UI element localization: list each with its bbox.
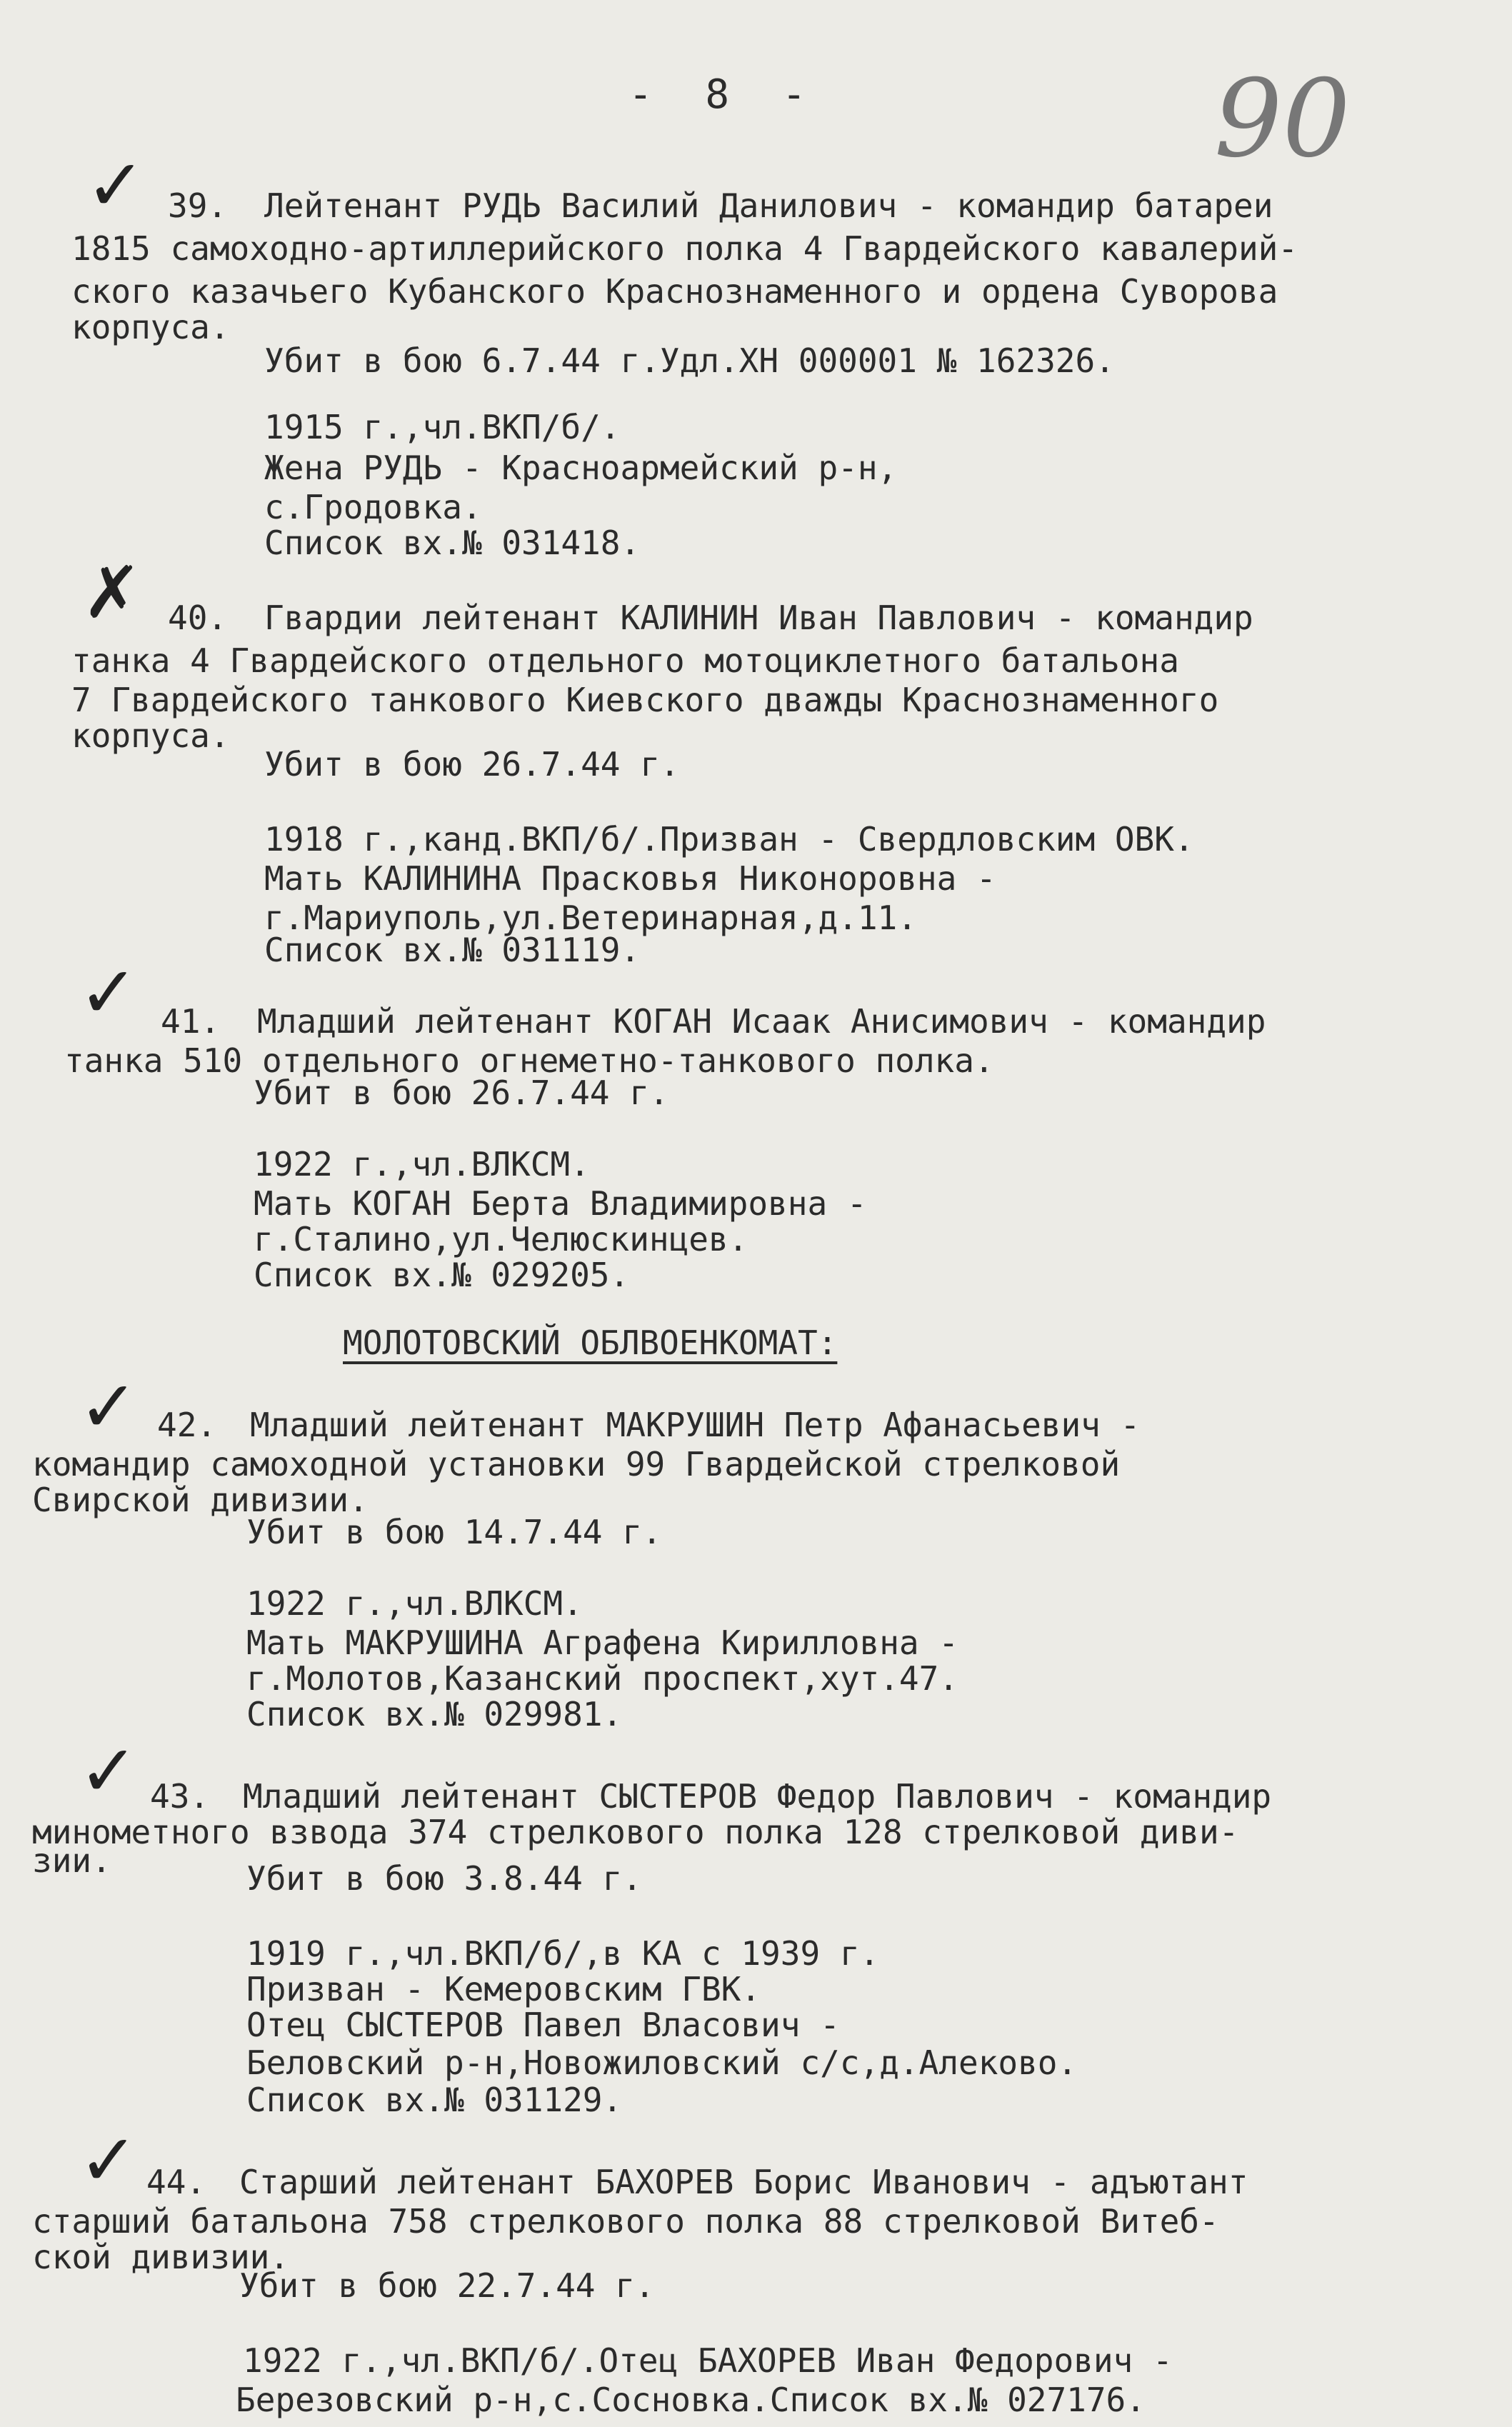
- entry-line: Жена РУДЬ - Красноармейский р-н,: [264, 449, 898, 487]
- entry-line: старший батальона 758 стрелкового полка 88 стрелковой Витеб-: [32, 2202, 1219, 2241]
- section-heading: МОЛОТОВСКИЙ ОБЛВОЕНКОМАТ:: [343, 1323, 838, 1362]
- entry-number: 42.: [157, 1406, 217, 1444]
- entry-line: Убит в бою 3.8.44 г.: [246, 1859, 642, 1898]
- check-mark-icon: ✓: [79, 2118, 139, 2202]
- entry-line: Список вх.№ 031418.: [264, 524, 641, 562]
- entry-line: минометного взвода 374 стрелкового полка 128 стрелковой диви-: [32, 1813, 1239, 1851]
- entry-line: Список вх.№ 031119.: [264, 931, 641, 969]
- entry-line: командир самоходной установки 99 Гвардейской стрелковой: [32, 1445, 1121, 1483]
- entry-number: 40.: [168, 599, 228, 637]
- entry-line: 1922 г.,чл.ВКП/б/.Отец БАХОРЕВ Иван Федорович -: [243, 2341, 1173, 2380]
- entry-line: Гвардии лейтенант КАЛИНИН Иван Павлович - командир: [264, 599, 1253, 637]
- entry-line: Мать МАКРУШИНА Аграфена Кирилловна -: [246, 1623, 958, 1662]
- entry-line: Свирской дивизии.: [32, 1481, 369, 1519]
- entry-line: корпуса.: [71, 308, 230, 346]
- page-number: - 8 -: [629, 71, 821, 118]
- entry-line: 7 Гвардейского танкового Киевского дважды Краснознаменного: [71, 681, 1219, 719]
- entry-line: Список вх.№ 029981.: [246, 1695, 623, 1733]
- cross-mark-icon: ✗: [82, 551, 142, 634]
- check-mark-icon: ✓: [86, 144, 146, 227]
- entry-line: Убит в бою 14.7.44 г.: [246, 1513, 662, 1551]
- entry-line: Мать КОГАН Берта Владимировна -: [254, 1184, 867, 1223]
- entry-number: 44.: [146, 2163, 206, 2201]
- entry-line: 1919 г.,чл.ВКП/б/,в КА с 1939 г.: [246, 1934, 880, 1973]
- entry-line: Убит в бою 6.7.44 г.Удл.ХН 000001 № 162326.: [264, 341, 1115, 380]
- entry-line: Беловский р-н,Новожиловский с/с,д.Алеково.: [246, 2043, 1078, 2082]
- entry-line: ской дивизии.: [32, 2238, 290, 2276]
- entry-line: Убит в бою 22.7.44 г.: [239, 2266, 655, 2305]
- entry-line: зии.: [32, 1841, 111, 1880]
- entry-line: г.Сталино,ул.Челюскинцев.: [254, 1220, 749, 1258]
- entry-line: Старший лейтенант БАХОРЕВ Борис Иванович - адъютант: [239, 2163, 1248, 2201]
- entry-line: 1922 г.,чл.ВЛКСМ.: [246, 1584, 583, 1623]
- entry-line: 1918 г.,канд.ВКП/б/.Призван - Свердловским ОВК.: [264, 820, 1194, 859]
- entry-line: г.Молотов,Казанский проспект,хут.47.: [246, 1659, 958, 1698]
- check-mark-icon: ✓: [79, 951, 139, 1034]
- entry-line: Младший лейтенант СЫСТЕРОВ Федор Павлович - командир: [243, 1777, 1272, 1816]
- handwritten-page-number: 90: [1214, 57, 1351, 181]
- entry-number: 39.: [168, 186, 228, 225]
- entry-line: ского казачьего Кубанского Краснознаменного и ордена Суворова: [71, 272, 1278, 311]
- entry-line: Призван - Кемеровским ГВК.: [246, 1970, 761, 2008]
- entry-line: Убит в бою 26.7.44 г.: [254, 1074, 669, 1112]
- entry-number: 43.: [150, 1777, 210, 1816]
- entry-number: 41.: [161, 1002, 221, 1041]
- entry-line: корпуса.: [71, 716, 230, 755]
- entry-line: танка 4 Гвардейского отдельного мотоциклетного батальона: [71, 641, 1179, 680]
- entry-line: г.Мариуполь,ул.Ветеринарная,д.11.: [264, 899, 917, 937]
- entry-line: Мать КАЛИНИНА Прасковья Никоноровна -: [264, 859, 996, 898]
- entry-line: Младший лейтенант КОГАН Исаак Анисимович - командир: [257, 1002, 1266, 1041]
- entry-line: 1915 г.,чл.ВКП/б/.: [264, 408, 621, 446]
- entry-line: с.Гродовка.: [264, 488, 482, 526]
- entry-line: Список вх.№ 031129.: [246, 2081, 623, 2119]
- entry-line: танка 510 отдельного огнеметно-танкового полка.: [64, 1041, 994, 1080]
- entry-line: 1815 самоходно-артиллерийского полка 4 Гвардейского кавалерий-: [71, 229, 1298, 268]
- entry-line: 1922 г.,чл.ВЛКСМ.: [254, 1145, 590, 1184]
- entry-line: Лейтенант РУДЬ Василий Данилович - командир батареи: [264, 186, 1273, 225]
- entry-line: Отец СЫСТЕРОВ Павел Власович -: [246, 2006, 840, 2044]
- entry-line: Список вх.№ 029205.: [254, 1256, 630, 1294]
- entry-line: Младший лейтенант МАКРУШИН Петр Афанасьевич -: [250, 1406, 1141, 1444]
- check-mark-icon: ✓: [79, 1365, 139, 1448]
- entry-line: Убит в бою 26.7.44 г.: [264, 745, 680, 784]
- entry-line: Березовский р-н,с.Сосновка.Список вх.№ 027176.: [236, 2381, 1146, 2419]
- check-mark-icon: ✓: [79, 1729, 139, 1813]
